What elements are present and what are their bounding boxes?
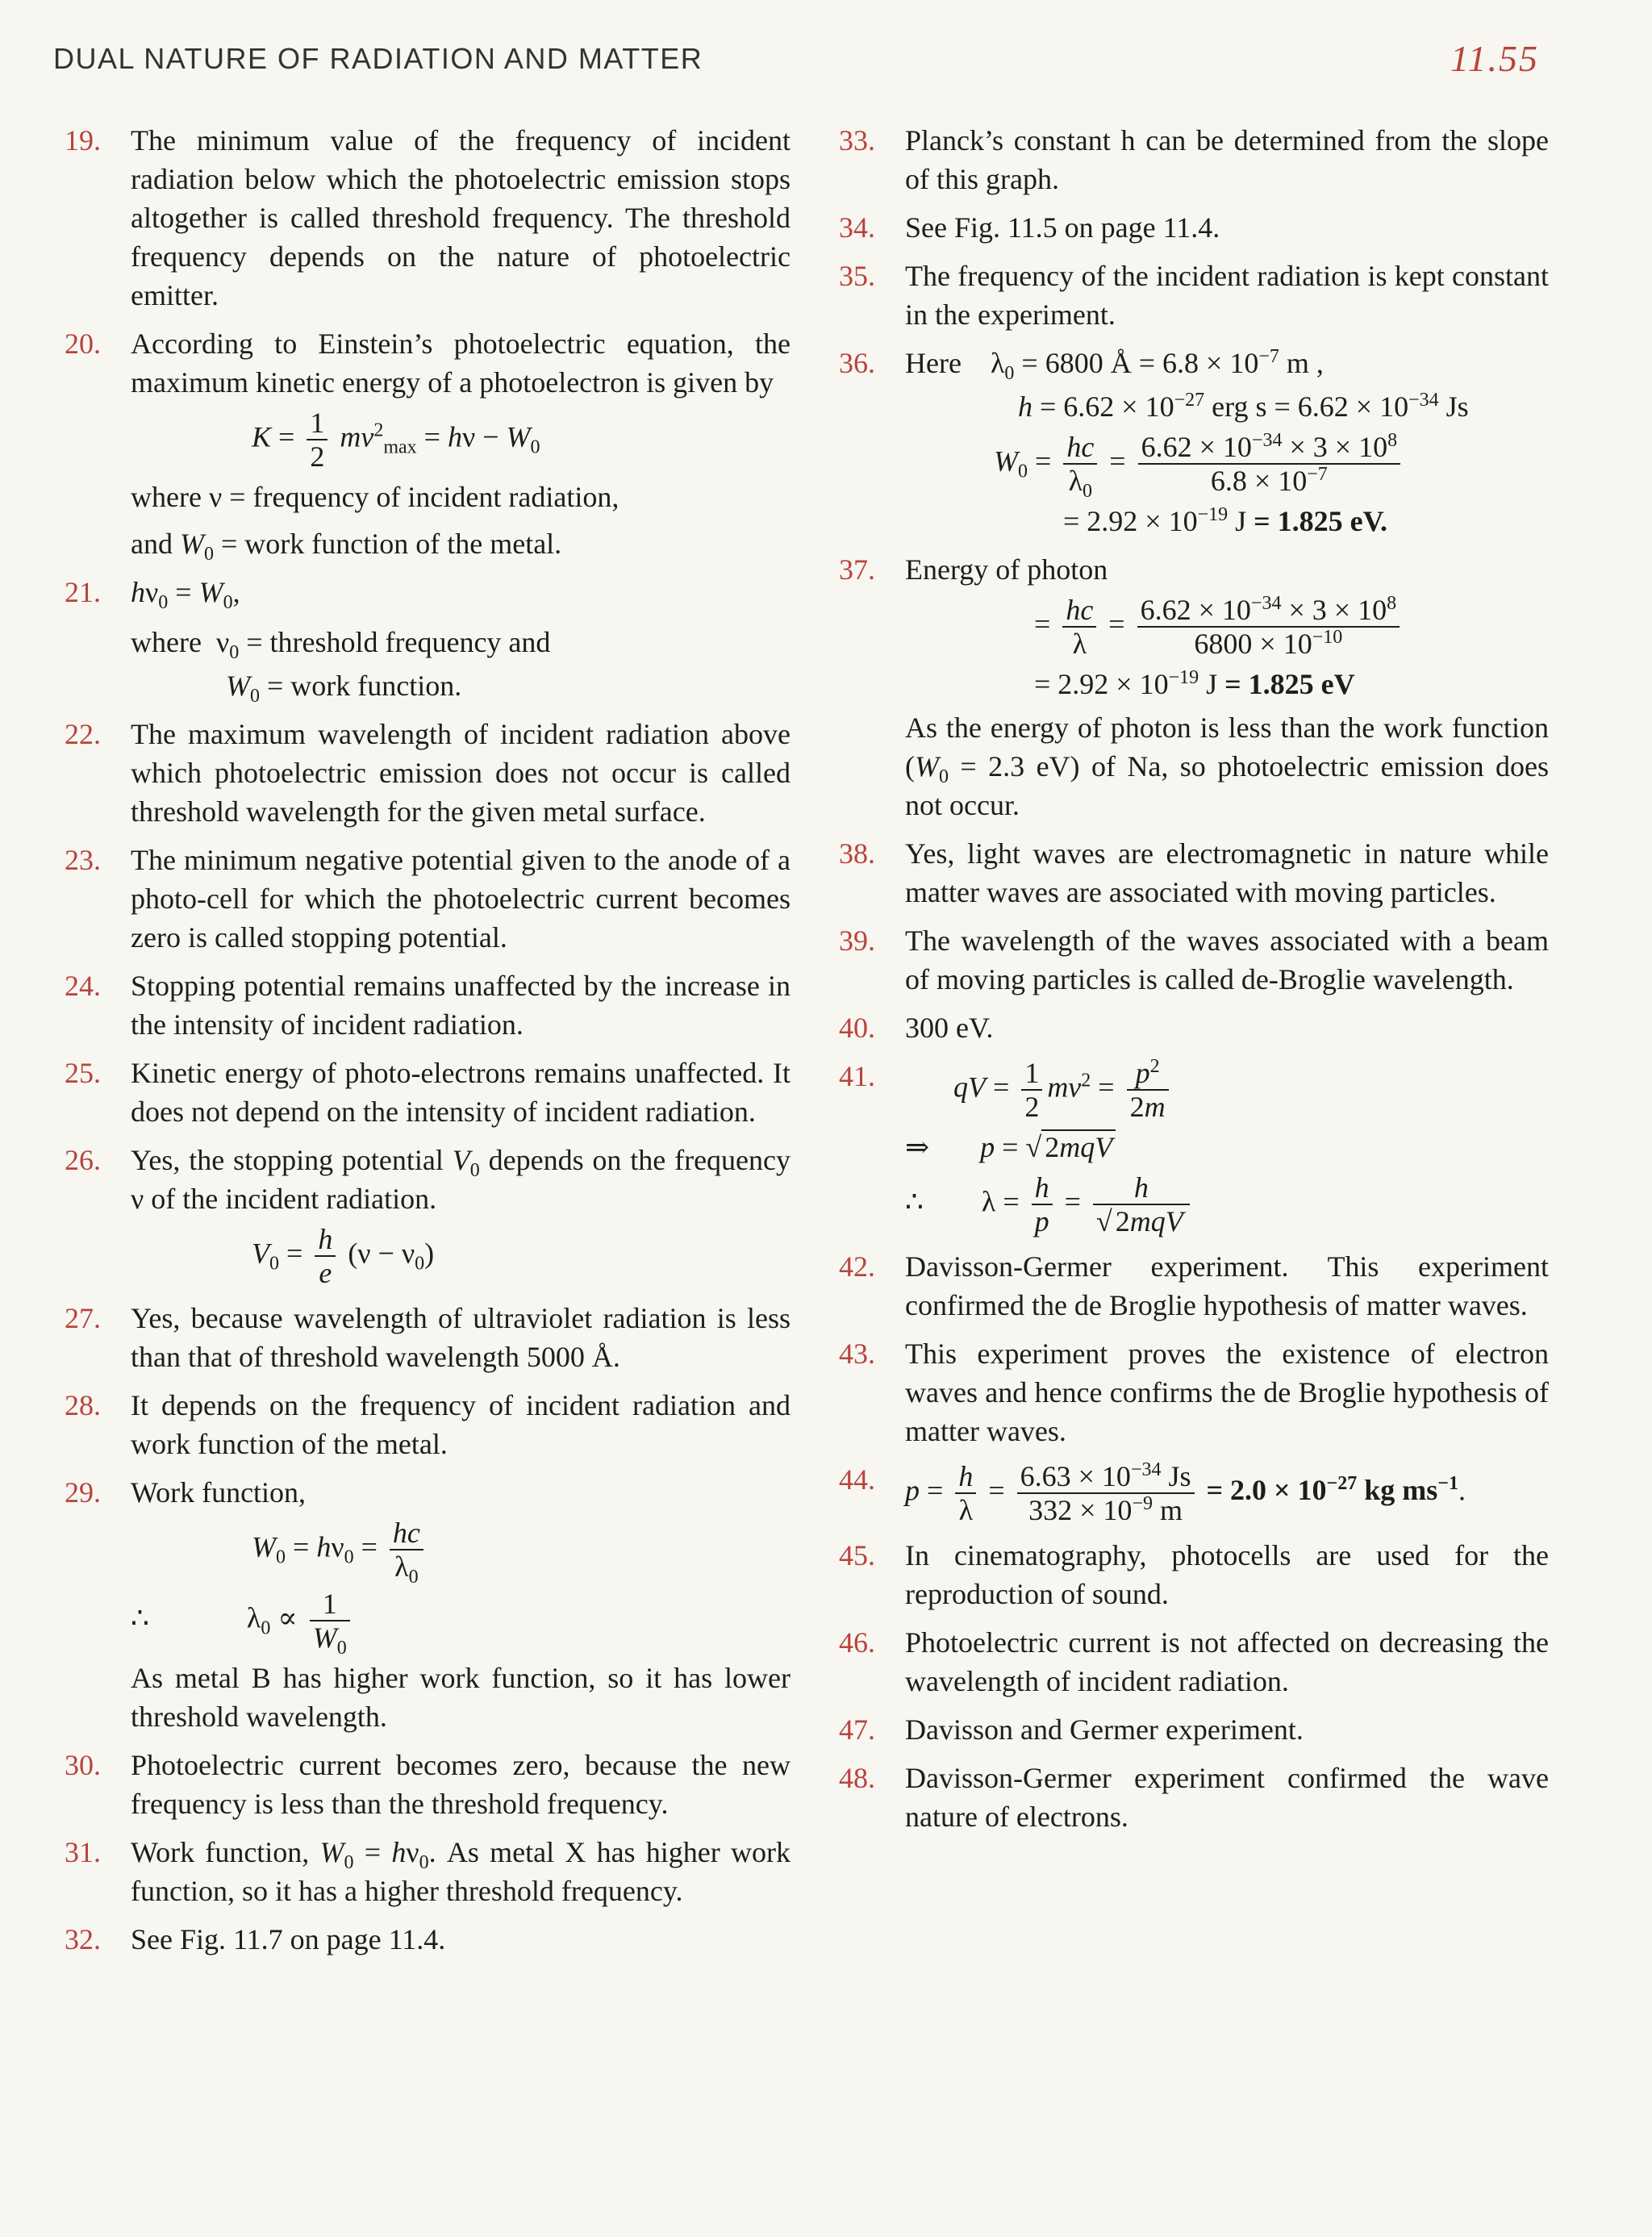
answer-number: 30. — [65, 1749, 101, 1781]
definition-line: and $W_0$ = work function of the metal. — [131, 528, 562, 566]
page-number: 11.55 — [1450, 38, 1539, 79]
equation: ⇒ p = √ 2mqV — [905, 1128, 1549, 1166]
answer-33 — [839, 121, 1549, 198]
answer-number: 44. — [839, 1463, 875, 1496]
equation: qV = $\frac{1}{2}$ $mv^2$ = $\frac{p^2}{2m}$ — [905, 1057, 1549, 1123]
equation: $h\nu_0 = W_0$, — [131, 576, 240, 614]
answer-number: 27. — [65, 1302, 101, 1334]
answer-31 — [65, 1833, 791, 1910]
answer-40 — [839, 1008, 1549, 1047]
answer-text: Work function, $W_0 = h\nu_0$. As metal X has higher work function, so it has a higher threshold frequency. — [131, 1836, 791, 1907]
equation: Here $\lambda_0 = 6800$ Å = $6.8 \times 10^{-7}$ m , — [905, 346, 1324, 385]
answer-41 — [839, 1057, 1549, 1237]
answer-26 — [65, 1141, 791, 1289]
answer-47 — [839, 1710, 1549, 1749]
answer-number: 37. — [839, 553, 875, 586]
answer-29 — [65, 1473, 791, 1736]
answer-number: 34. — [839, 211, 875, 244]
answer-number: 43. — [839, 1338, 875, 1370]
answer-text: See Fig. 11.7 on page 11.4. — [131, 1923, 446, 1955]
answer-30 — [65, 1746, 791, 1823]
answer-text: Work function, — [131, 1476, 307, 1509]
answer-number: 25. — [65, 1057, 101, 1089]
answer-text: As the energy of photon is less than the work function ($W_0 = 2.3$ eV) of Na, so photoelectric emission does not occur. — [905, 712, 1549, 821]
answer-32 — [65, 1920, 791, 1959]
definition-text: = work function. — [267, 670, 462, 702]
answer-35 — [839, 257, 1549, 334]
answer-25 — [65, 1054, 791, 1131]
equation: = $2.92 \times 10^{-19}$ J = 1.825 eV — [1034, 667, 1355, 700]
equation: ∴ λ = $\frac{h}{p}$ = h √ 2mqV — [905, 1171, 1549, 1237]
answer-text: Davisson and Germer experiment. — [905, 1713, 1304, 1746]
right-column — [839, 121, 1549, 1846]
answer-42 — [839, 1247, 1549, 1325]
answer-text: It depends on the frequency of incident radiation and work function of the metal. — [131, 1389, 791, 1460]
definition-text: where ν = frequency of incident radiation, — [131, 481, 620, 513]
equation: $h = 6.62 \times 10^{-27}$ erg $s = 6.62 \times 10^{-34}$ Js — [1018, 390, 1469, 423]
answer-text: As metal B has higher work function, so it has lower threshold wavelength. — [131, 1662, 791, 1733]
answer-text: Davisson-Germer experiment. This experiment confirmed the de Broglie hypothesis of matter waves. — [905, 1250, 1549, 1321]
answer-37 — [839, 550, 1549, 824]
answer-text: Energy of photon — [905, 553, 1108, 586]
answer-21 — [65, 573, 791, 705]
answer-text: Yes, because wavelength of ultraviolet radiation is less than that of threshold wavelength 5000 Å. — [131, 1302, 791, 1373]
answer-number: 23. — [65, 844, 101, 876]
answer-text: Photoelectric current is not affected on decreasing the wavelength of incident radiation. — [905, 1626, 1549, 1697]
answer-46 — [839, 1623, 1549, 1701]
answer-text: Yes, light waves are electromagnetic in nature while matter waves are associated with moving particles. — [905, 837, 1549, 908]
answer-number: 32. — [65, 1923, 101, 1955]
answer-19 — [65, 121, 791, 315]
answer-number: 48. — [839, 1762, 875, 1794]
answer-28 — [65, 1386, 791, 1463]
answer-38 — [839, 834, 1549, 912]
answer-number: 31. — [65, 1836, 101, 1868]
answer-text: The minimum value of the frequency of incident radiation below which the photoelectric emission stops altogether is called threshold frequency. The threshold frequency depends on the nature of photoelectric emitter. — [131, 124, 791, 311]
definition-text: = threshold frequency and — [246, 626, 551, 658]
answer-number: 28. — [65, 1389, 101, 1421]
answer-39 — [839, 921, 1549, 999]
answer-number: 42. — [839, 1250, 875, 1283]
equation: ∴ $\lambda_0$ ∝ $\frac{1}{W_0}$ — [131, 1588, 791, 1654]
answer-36 — [839, 344, 1549, 540]
answer-text: Planck’s constant h can be determined from the slope of this graph. — [905, 124, 1549, 195]
answer-number: 39. — [839, 924, 875, 957]
answer-text: The minimum negative potential given to the anode of a photo-cell for which the photoelectric current becomes zero is called stopping potential. — [131, 844, 791, 954]
answer-text: Kinetic energy of photo-electrons remains unaffected. It does not depend on the intensity of incident radiation. — [131, 1057, 791, 1128]
answer-number: 41. — [839, 1060, 875, 1092]
answer-number: 20. — [65, 328, 101, 360]
equation: = $2.92 \times 10^{-19}$ J = 1.825 eV. — [1063, 504, 1388, 537]
answer-text: This experiment proves the existence of electron waves and hence confirms the de Broglie hypothesis of matter waves. — [905, 1338, 1549, 1447]
answer-number: 19. — [65, 124, 101, 157]
answer-number: 38. — [839, 837, 875, 870]
answer-48 — [839, 1759, 1549, 1836]
answer-text: Yes, the stopping potential $V_0$ depends on the frequency ν of the incident radiation. — [131, 1144, 791, 1215]
equation: $W_0$ = $\frac{hc}{\lambda_0}$ = $\frac{6.62 \times 10^{-34} \times 3 \times 10^8}{6.8 \times 10^{-7}}$ — [905, 431, 1549, 497]
answer-text: Photoelectric current becomes zero, because the new frequency is less than the threshold frequency. — [131, 1749, 791, 1820]
answer-24 — [65, 966, 791, 1044]
answer-23 — [65, 841, 791, 957]
answer-text: 300 eV. — [905, 1012, 994, 1044]
definition-line: $W_0$ = work function. — [226, 670, 462, 707]
equation: $V_0$ = $\frac{h}{e}$ $(\nu - \nu_0)$ — [252, 1223, 435, 1289]
equation: $W_0 = h\nu_0$ = $\frac{hc}{\lambda_0}$ — [131, 1517, 791, 1583]
equation: p = $\frac{h}{\lambda}$ = $\frac{6.63 \times 10^{-34} Js}{332 \times 10^{-9} m}$ = $2.0 \times 10^{-27}$ kg $ms^{-1}$. — [905, 1459, 1466, 1526]
answer-number: 26. — [65, 1144, 101, 1176]
answer-text: In cinematography, photocells are used for the reproduction of sound. — [905, 1539, 1549, 1610]
definition-text: = work function of the metal. — [220, 528, 562, 560]
equation: K = $\frac{1}{2}$ $mv^2_{max} = h\nu - W_0$ — [252, 407, 540, 473]
left-column — [65, 121, 791, 1968]
answer-text: The maximum wavelength of incident radiation above which photoelectric emission does not occur is called threshold wavelength for the given metal surface. — [131, 718, 791, 828]
chapter-title: DUAL NATURE OF RADIATION AND MATTER — [53, 42, 703, 75]
answer-number: 46. — [839, 1626, 875, 1659]
answer-number: 47. — [839, 1713, 875, 1746]
answer-number: 24. — [65, 970, 101, 1002]
answer-text: Davisson-Germer experiment confirmed the wave nature of electrons. — [905, 1762, 1549, 1833]
answer-22 — [65, 715, 791, 831]
answer-number: 22. — [65, 718, 101, 750]
answer-text: Stopping potential remains unaffected by the increase in the intensity of incident radiation. — [131, 970, 791, 1041]
answer-20 — [65, 324, 791, 566]
answer-number: 33. — [839, 124, 875, 157]
answer-27 — [65, 1299, 791, 1376]
definition-line: where $\nu_0$ = threshold frequency and — [131, 626, 551, 664]
answer-43 — [839, 1334, 1549, 1450]
answer-number: 29. — [65, 1476, 101, 1509]
answer-text: See Fig. 11.5 on page 11.4. — [905, 211, 1220, 244]
answer-text: According to Einstein’s photoelectric equation, the maximum kinetic energy of a photoelectron is given by — [131, 328, 791, 399]
answer-number: 21. — [65, 576, 101, 608]
answer-text: The frequency of the incident radiation is kept constant in the experiment. — [905, 260, 1549, 331]
answer-number: 40. — [839, 1012, 875, 1044]
answer-number: 36. — [839, 347, 875, 379]
answer-number: 35. — [839, 260, 875, 292]
equation: = $\frac{hc}{\lambda}$ = $\frac{6.62 \times 10^{-34} \times 3 \times 10^8}{6800 \times 10^{-10}}$ — [905, 594, 1549, 660]
answer-44 — [839, 1460, 1549, 1526]
answer-45 — [839, 1536, 1549, 1613]
answer-text: The wavelength of the waves associated with a beam of moving particles is called de-Broglie wavelength. — [905, 924, 1549, 995]
answer-number: 45. — [839, 1539, 875, 1571]
answer-34 — [839, 208, 1549, 247]
